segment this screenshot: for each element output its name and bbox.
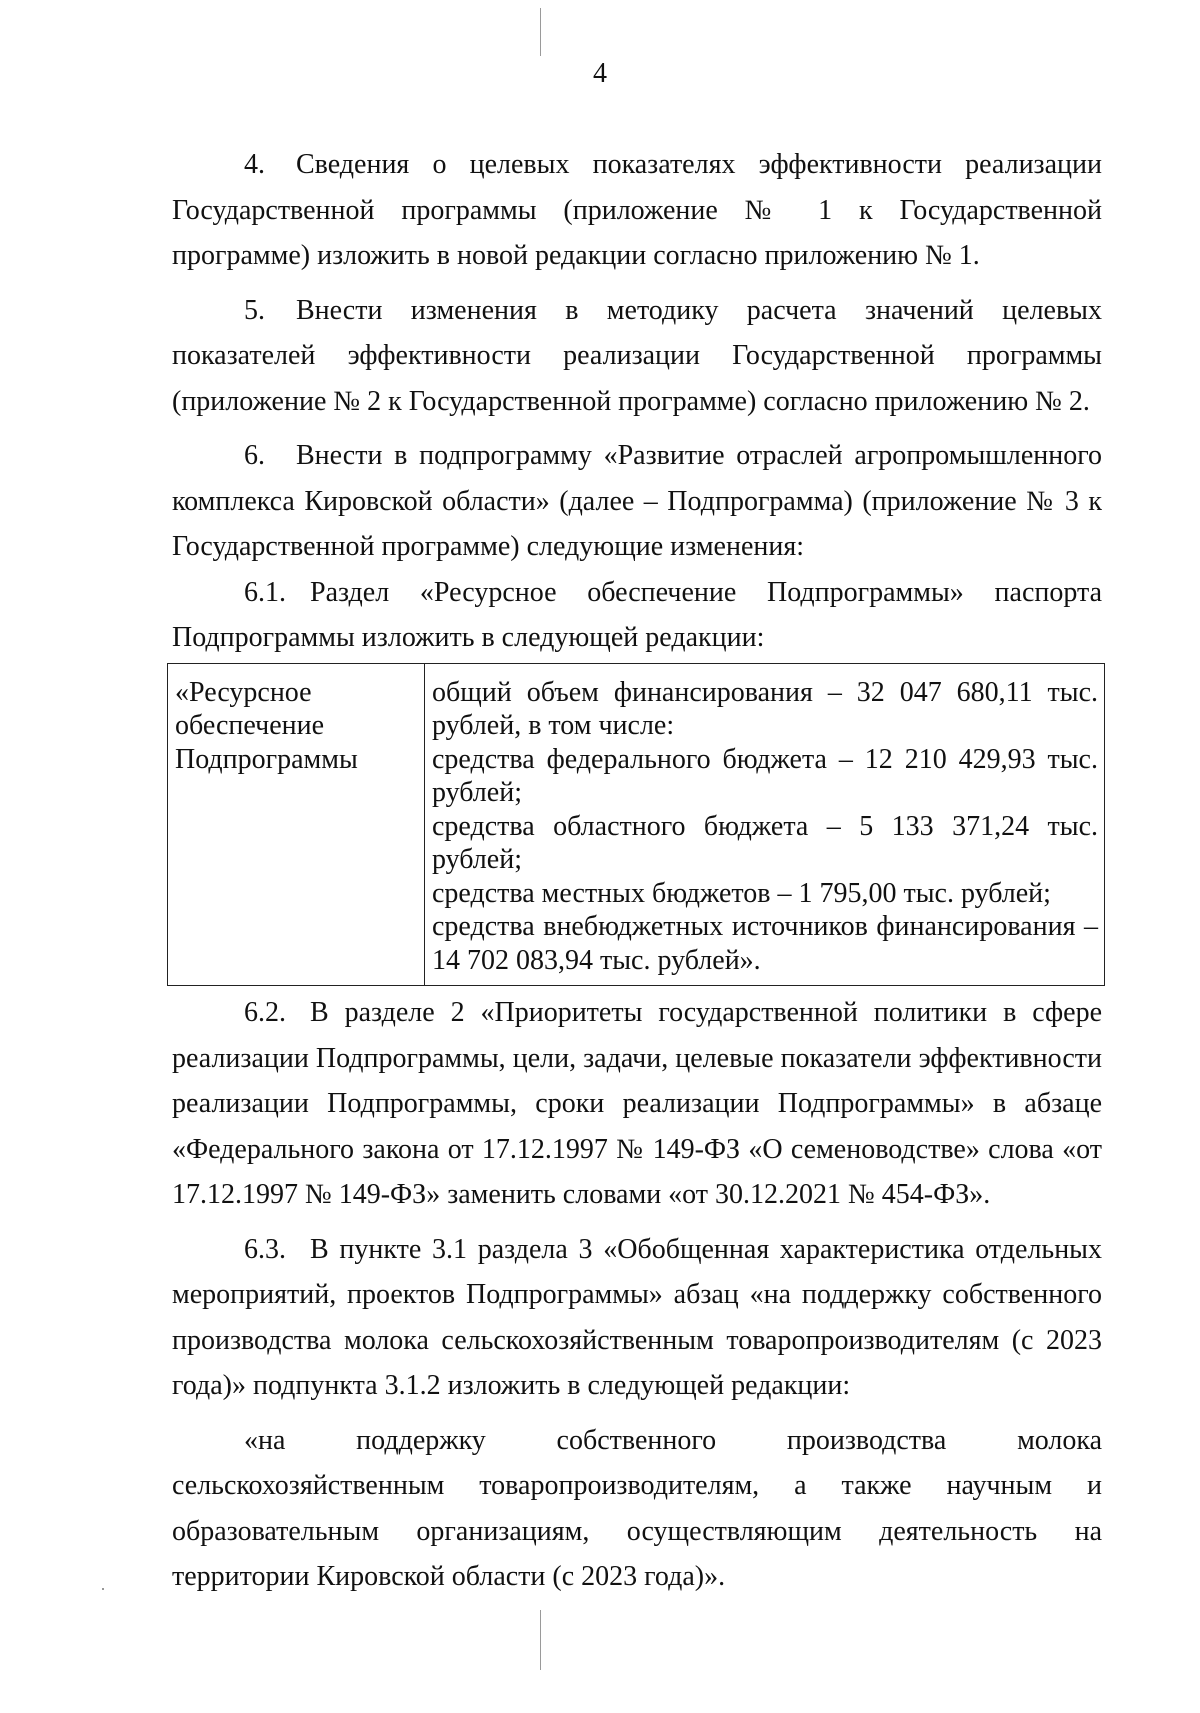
resource-table: [167, 663, 1105, 987]
paragraph-text: Сведения о целевых показателях эффективности реализации Государственной программы (приложение № 1 к Государственной программе) изложить в новой редакции согласно приложению № 1.: [172, 149, 1102, 271]
table-line: средства местных бюджетов – 1 795,00 тыс. рублей;: [432, 877, 1051, 909]
paragraph-number: 5.: [244, 294, 265, 326]
scan-fold-mark-top: [540, 8, 541, 56]
paragraph-6: [172, 433, 1102, 570]
page-number: 4: [593, 58, 607, 89]
paragraph-4: [172, 142, 1102, 279]
scan-speck: [102, 1588, 104, 1590]
paragraph-number: 4.: [244, 149, 265, 180]
table-line: средства областного бюджета – 5 133 371,24 тыс. рублей;: [432, 810, 1098, 875]
table-line: общий объем финансирования – 32 047 680,11 тыс. рублей, в том числе:: [432, 676, 1098, 741]
paragraph-text: Внести изменения в методику расчета значений целевых показателей эффективности реализации Государственной программы (приложение № 2 к Государственной программе) согласно приложению № 2.: [172, 294, 1102, 417]
table-line: средства внебюджетных источников финансирования – 14 702 083,94 тыс. рублей».: [432, 911, 1098, 976]
paragraph-6-1: [172, 570, 1102, 661]
table-line: средства федерального бюджета – 12 210 429,93 тыс. рублей;: [432, 743, 1098, 808]
table-row: [168, 663, 1105, 986]
table-cell-value: [425, 663, 1105, 986]
paragraph-text: Внести в подпрограмму «Развитие отраслей агропромышленного комплекса Кировской области» (далее – Подпрограмма) (приложение № 3 к Государственной программе) следующие изменения:: [172, 440, 1102, 562]
paragraph-6-3: [172, 1227, 1102, 1409]
paragraph-text: Раздел «Ресурсное обеспечение Подпрограммы» паспорта Подпрограммы изложить в следующей редакции:: [172, 576, 1102, 653]
paragraph-6-2: [172, 990, 1102, 1218]
paragraph-number: 6.2.: [244, 997, 286, 1028]
paragraph-number: 6.1.: [244, 576, 286, 608]
scan-fold-mark-bottom: [540, 1610, 541, 1670]
paragraph-text: В пункте 3.1 раздела 3 «Обобщенная характеристика отдельных мероприятий, проектов Подпрограммы» абзац «на поддержку собственного производства молока сельскохозяйственным товаропроизводителям (с 2023 года)» подпункта 3.1.2 изложить в следующей редакции:: [172, 1233, 1102, 1401]
paragraph-text: «на поддержку собственного производства молока сельскохозяйственным товаропроизводителям, а также научным и образовательным организациям, осуществляющим деятельность на территории Кировской области (с 2023 года)».: [172, 1424, 1102, 1592]
paragraph-quote: [172, 1418, 1102, 1600]
document-body: [172, 142, 1102, 1600]
table-cell-label: «Ресурсное обеспечение Подпрограммы: [168, 663, 425, 986]
paragraph-number: 6.: [244, 440, 265, 471]
paragraph-number: 6.3.: [244, 1233, 286, 1265]
paragraph-5: [172, 288, 1102, 425]
paragraph-text: В разделе 2 «Приоритеты государственной политики в сфере реализации Подпрограммы, цели, задачи, целевые показатели эффективности реализации Подпрограммы, сроки реализации Подпрограммы» в абзаце «Федерального закона от 17.12.1997 № 149-ФЗ «О семеноводстве» слова «от 17.12.1997 № 149-ФЗ» заменить словами «от 30.12.2021 № 454-ФЗ».: [172, 997, 1102, 1210]
